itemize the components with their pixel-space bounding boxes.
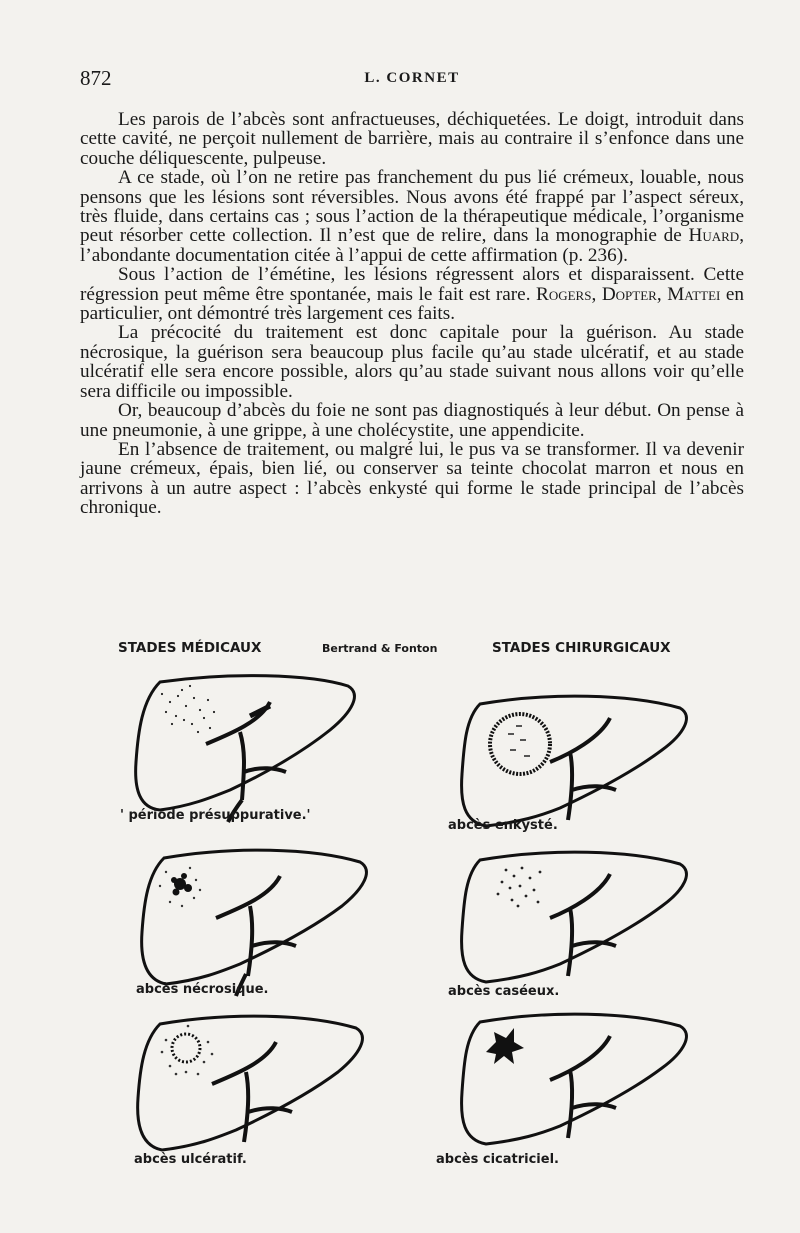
caption-caseeux: abcès caséeux. <box>448 984 560 999</box>
paragraph-5 <box>80 401 744 440</box>
liver-drawing-ulceratif <box>126 1012 386 1162</box>
paragraph-2 <box>80 168 744 265</box>
paragraph-4 <box>80 323 744 401</box>
caption-presuppurative: ' période présuppurative.' <box>120 808 311 823</box>
figure-heading-medical: STADES MÉDICAUX <box>118 640 262 656</box>
liver-ulceratif-icon <box>126 1012 386 1162</box>
caption-ulceratif: abcès ulcératif. <box>134 1152 247 1167</box>
paragraph-5-text: Or, beaucoup d’abcès du foie ne sont pas diagnostiqués à leur début. On pense à une pneumonie, à une grippe, à une cholécystite, une appendicite. <box>80 400 744 441</box>
liver-drawing-presuppurative <box>120 672 380 822</box>
caption-cicatriciel: abcès cicatriciel. <box>436 1152 559 1167</box>
separator: , <box>656 283 668 305</box>
paragraph-6 <box>80 440 744 518</box>
liver-drawing-cicatriciel <box>450 1008 710 1158</box>
body-text <box>80 110 744 518</box>
liver-caseeux-icon <box>450 846 710 996</box>
author-rogers: Rogers <box>536 283 592 305</box>
liver-cicatriciel-icon <box>450 1008 710 1158</box>
running-title: L. CORNET <box>364 70 460 86</box>
paragraph-1-text: Les parois de l’abcès sont anfractueuses, déchiquetées. Le doigt, introduit dans cette cavité, ne perçoit nullement de barrière, mais au contraire il s’enfonce dans une couche déliquescente, pulpeuse. <box>80 109 744 169</box>
separator: , <box>591 283 602 305</box>
paragraph-1 <box>80 110 744 168</box>
author-mattei: Mattei <box>667 283 721 305</box>
author-dopter: Dopter <box>601 283 657 305</box>
figure-heading-authors: Bertrand & Fonton <box>322 642 438 655</box>
liver-presuppurative-icon <box>120 672 380 822</box>
author-huard: Huard <box>688 225 740 247</box>
paragraph-3 <box>80 265 744 323</box>
paragraph-2-tail: , l’abondante documentation citée à l’appui de cette affirmation (p. 236). <box>80 225 744 266</box>
paragraph-2-text: A ce stade, où l’on ne retire pas franchement du pus lié crémeux, louable, nous pensons que les lésions sont réversibles. Nous avons été frappé par l’aspect séreux, très fluide, dans certains cas ; sous l’action de la thérapeutique médicale, l’organisme peut résorber cette collection. Il n’est que de relire, dans la monographie de <box>80 167 744 247</box>
liver-abscess-figure <box>100 632 720 1192</box>
paragraph-6-text: En l’absence de traitement, ou malgré lui, le pus va se transformer. Il va devenir jaune crémeux, épais, bien lié, ou conserver sa teinte chocolat marron et nous en arrivons à un autre aspect : l’abcès enkysté qui forme le stade principal de l’abcès chronique. <box>80 438 744 519</box>
caption-necrosique: abcès nécrosique. <box>136 982 269 997</box>
paragraph-3-text: Sous l’action de l’émétine, les lésions régressent alors et disparaissent. Cette régression peut même être spontanée, mais le fait est rare. <box>80 264 744 305</box>
page-number: 872 <box>80 66 112 90</box>
figure-heading-surgical: STADES CHIRURGICAUX <box>492 640 671 656</box>
running-head <box>80 66 744 94</box>
caption-enkyste: abcès enkysté. <box>448 818 558 833</box>
liver-drawing-caseeux <box>450 846 710 996</box>
liver-necrosique-icon <box>130 846 390 996</box>
paragraph-3-tail: en particulier, ont démontré très largement ces faits. <box>80 283 745 325</box>
paragraph-4-text: La précocité du traitement est donc capitale pour la guérison. Au stade nécrosique, la guérison sera beaucoup plus facile qu’au stade ulcératif, et au stade ulcératif elle sera encore possible, alors qu’au stade suivant nous allons voir qu’elle sera difficile ou impossible. <box>80 322 744 402</box>
liver-drawing-necrosique <box>130 846 390 996</box>
